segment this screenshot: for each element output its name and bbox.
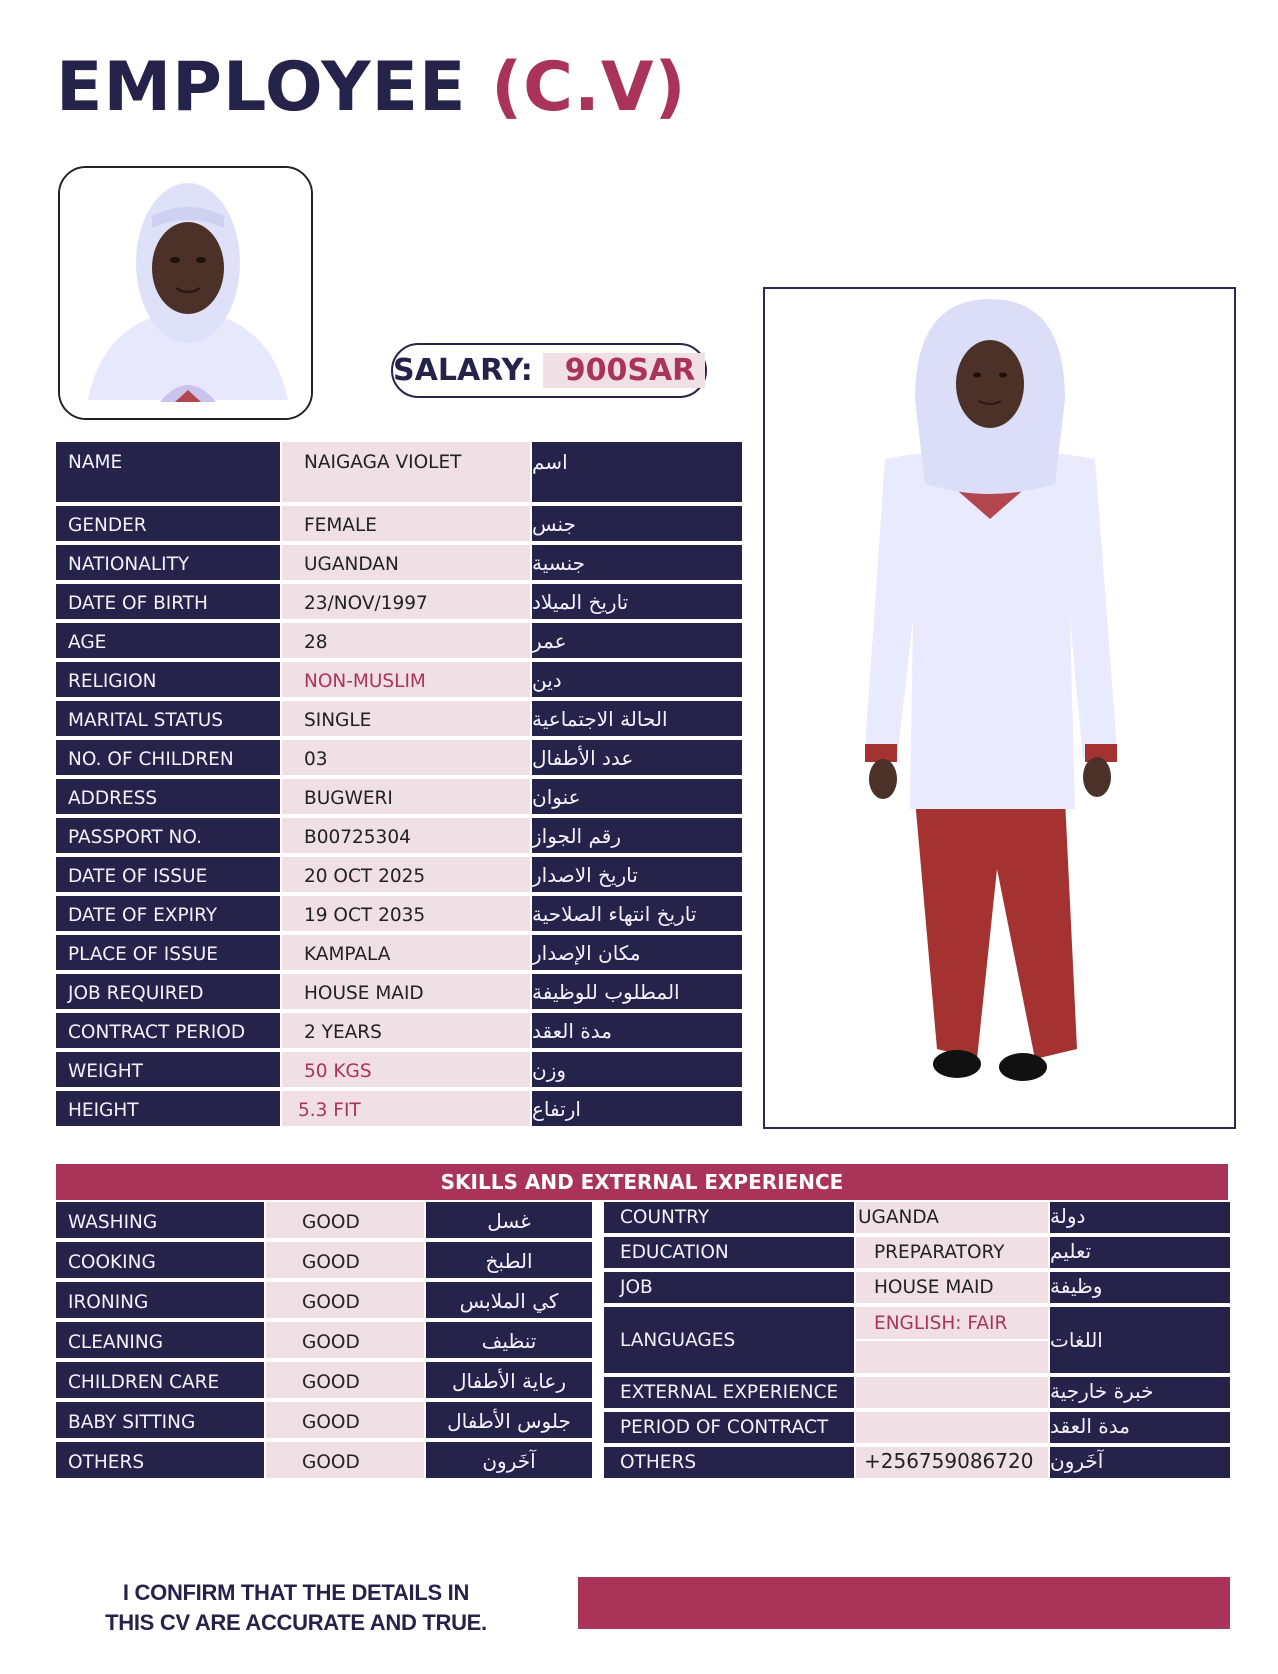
row-value: NON-MUSLIM [282,662,530,697]
table-row [56,779,742,814]
row-value: FEMALE [282,506,530,541]
table-row [56,1052,742,1087]
table-row [56,935,742,970]
exp-value: UGANDA [856,1202,1048,1233]
skills-section-header: SKILLS AND EXTERNAL EXPERIENCE [56,1164,1228,1200]
skill-label: IRONING [56,1282,264,1318]
table-row [56,662,742,697]
exp-arabic: وظيفة [1050,1272,1230,1303]
row-label: CONTRACT PERIOD [56,1013,280,1048]
exp-label: OTHERS [604,1447,854,1478]
page-title [56,48,687,128]
row-label: WEIGHT [56,1052,280,1087]
row-arabic: عنوان [532,779,742,814]
row-label: PASSPORT NO. [56,818,280,853]
table-row [56,701,742,736]
exp-label: LANGUAGES [604,1307,854,1373]
title-accent: (C.V) [491,48,687,127]
row-value: 23/NOV/1997 [282,584,530,619]
row-arabic: عدد الأطفال [532,740,742,775]
skill-arabic: آخَرون [426,1442,592,1478]
row-arabic: رقم الجواز [532,818,742,853]
salary-value: 900SAR [543,353,705,388]
row-arabic: تاريخ انتهاء الصلاحية [532,896,742,931]
exp-arabic: تعليم [1050,1237,1230,1268]
skill-arabic: تنظيف [426,1322,592,1358]
row-arabic: وزن [532,1052,742,1087]
row-value: B00725304 [282,818,530,853]
row-value: BUGWERI [282,779,530,814]
table-row [56,584,742,619]
table-row [56,740,742,775]
row-label: NATIONALITY [56,545,280,580]
table-row [604,1237,1230,1268]
row-label: NAME [56,442,280,502]
row-arabic: مدة العقد [532,1013,742,1048]
row-value: 03 [282,740,530,775]
skill-label: WASHING [56,1202,264,1238]
row-value: KAMPALA [282,935,530,970]
table-row [604,1307,1230,1373]
exp-label: EDUCATION [604,1237,854,1268]
skill-label: BABY SITTING [56,1402,264,1438]
table-row [56,545,742,580]
row-arabic: ارتفاع [532,1091,742,1126]
skill-arabic: كي الملابس [426,1282,592,1318]
skill-arabic: غسل [426,1202,592,1238]
row-arabic: تاريخ الميلاد [532,584,742,619]
table-row [56,506,742,541]
exp-label: COUNTRY [604,1202,854,1233]
row-value: 28 [282,623,530,658]
skill-arabic: رعاية الأطفال [426,1362,592,1398]
exp-value: HOUSE MAID [856,1272,1048,1303]
row-label: DATE OF BIRTH [56,584,280,619]
row-label: AGE [56,623,280,658]
table-row [56,1282,592,1318]
skill-label: CHILDREN CARE [56,1362,264,1398]
row-arabic: اسم [532,442,742,502]
exp-arabic: خبرة خارجية [1050,1377,1230,1408]
skill-arabic: الطبخ [426,1242,592,1278]
exp-arabic: مدة العقد [1050,1412,1230,1443]
skill-value: GOOD [266,1282,424,1318]
skill-label: COOKING [56,1242,264,1278]
salary-label: SALARY: [393,353,533,388]
skill-value: GOOD [266,1322,424,1358]
table-row [56,1322,592,1358]
exp-label: EXTERNAL EXPERIENCE [604,1377,854,1408]
row-arabic: تاريخ الاصدار [532,857,742,892]
exp-arabic: دولة [1050,1202,1230,1233]
skill-value: GOOD [266,1402,424,1438]
row-value: SINGLE [282,701,530,736]
table-row [56,1013,742,1048]
exp-value: ENGLISH: FAIR [856,1307,1048,1339]
skill-value: GOOD [266,1202,424,1238]
table-row [56,1091,742,1126]
skills-table [56,1202,592,1482]
row-label: MARITAL STATUS [56,701,280,736]
skill-label: OTHERS [56,1442,264,1478]
table-row [56,974,742,1009]
row-label: JOB REQUIRED [56,974,280,1009]
row-value: UGANDAN [282,545,530,580]
portrait-photo [58,166,313,420]
exp-label: PERIOD OF CONTRACT [604,1412,854,1443]
confirm-line-2: THIS CV ARE ACCURATE AND TRUE. [105,1610,487,1635]
row-arabic: دين [532,662,742,697]
skill-value: GOOD [266,1362,424,1398]
portrait-image-icon [60,168,313,420]
table-row [56,896,742,931]
experience-table [604,1202,1230,1482]
row-label: NO. OF CHILDREN [56,740,280,775]
title-main: EMPLOYEE [56,48,467,127]
exp-value [856,1377,1048,1408]
skill-value: GOOD [266,1442,424,1478]
skill-value: GOOD [266,1242,424,1278]
row-label: RELIGION [56,662,280,697]
table-row [56,1442,592,1478]
exp-arabic: آخَرون [1050,1447,1230,1478]
row-label: PLACE OF ISSUE [56,935,280,970]
row-value: 20 OCT 2025 [282,857,530,892]
row-arabic: جنسية [532,545,742,580]
row-arabic: المطلوب للوظيفة [532,974,742,1009]
table-row [56,818,742,853]
row-arabic: مكان الإصدار [532,935,742,970]
table-row [604,1447,1230,1478]
table-row [56,1402,592,1438]
table-row [56,857,742,892]
row-arabic: جنس [532,506,742,541]
table-row [56,442,742,502]
exp-value: PREPARATORY [856,1237,1048,1268]
row-value: 50 KGS [282,1052,530,1087]
table-row [56,623,742,658]
table-row [56,1362,592,1398]
row-value: NAIGAGA VIOLET [282,442,530,502]
exp-value-2 [856,1341,1048,1373]
confirm-line-1: I CONFIRM THAT THE DETAILS IN [122,1580,470,1605]
row-value: 2 YEARS [282,1013,530,1048]
table-row [604,1202,1230,1233]
table-row [604,1377,1230,1408]
table-row [604,1272,1230,1303]
exp-arabic: اللغات [1050,1307,1230,1373]
languages-values [856,1307,1048,1373]
personal-info-table [56,442,742,1130]
row-value: 5.3 FIT [282,1091,530,1126]
full-body-photo [763,287,1236,1129]
row-value: HOUSE MAID [282,974,530,1009]
exp-label: JOB [604,1272,854,1303]
row-arabic: عمر [532,623,742,658]
row-label: DATE OF ISSUE [56,857,280,892]
exp-value [856,1412,1048,1443]
row-label: ADDRESS [56,779,280,814]
exp-value: +256759086720 [856,1447,1048,1478]
row-value: 19 OCT 2035 [282,896,530,931]
skill-arabic: جلوس الأطفال [426,1402,592,1438]
row-label: GENDER [56,506,280,541]
salary-badge [391,343,707,398]
row-arabic: الحالة الاجتماعية [532,701,742,736]
table-row [56,1242,592,1278]
table-row [604,1412,1230,1443]
skill-label: CLEANING [56,1322,264,1358]
table-row [56,1202,592,1238]
row-label: DATE OF EXPIRY [56,896,280,931]
confirmation-statement [66,1578,526,1638]
signature-field[interactable] [578,1577,1230,1629]
full-body-image-icon [765,289,1234,1127]
row-label: HEIGHT [56,1091,280,1126]
